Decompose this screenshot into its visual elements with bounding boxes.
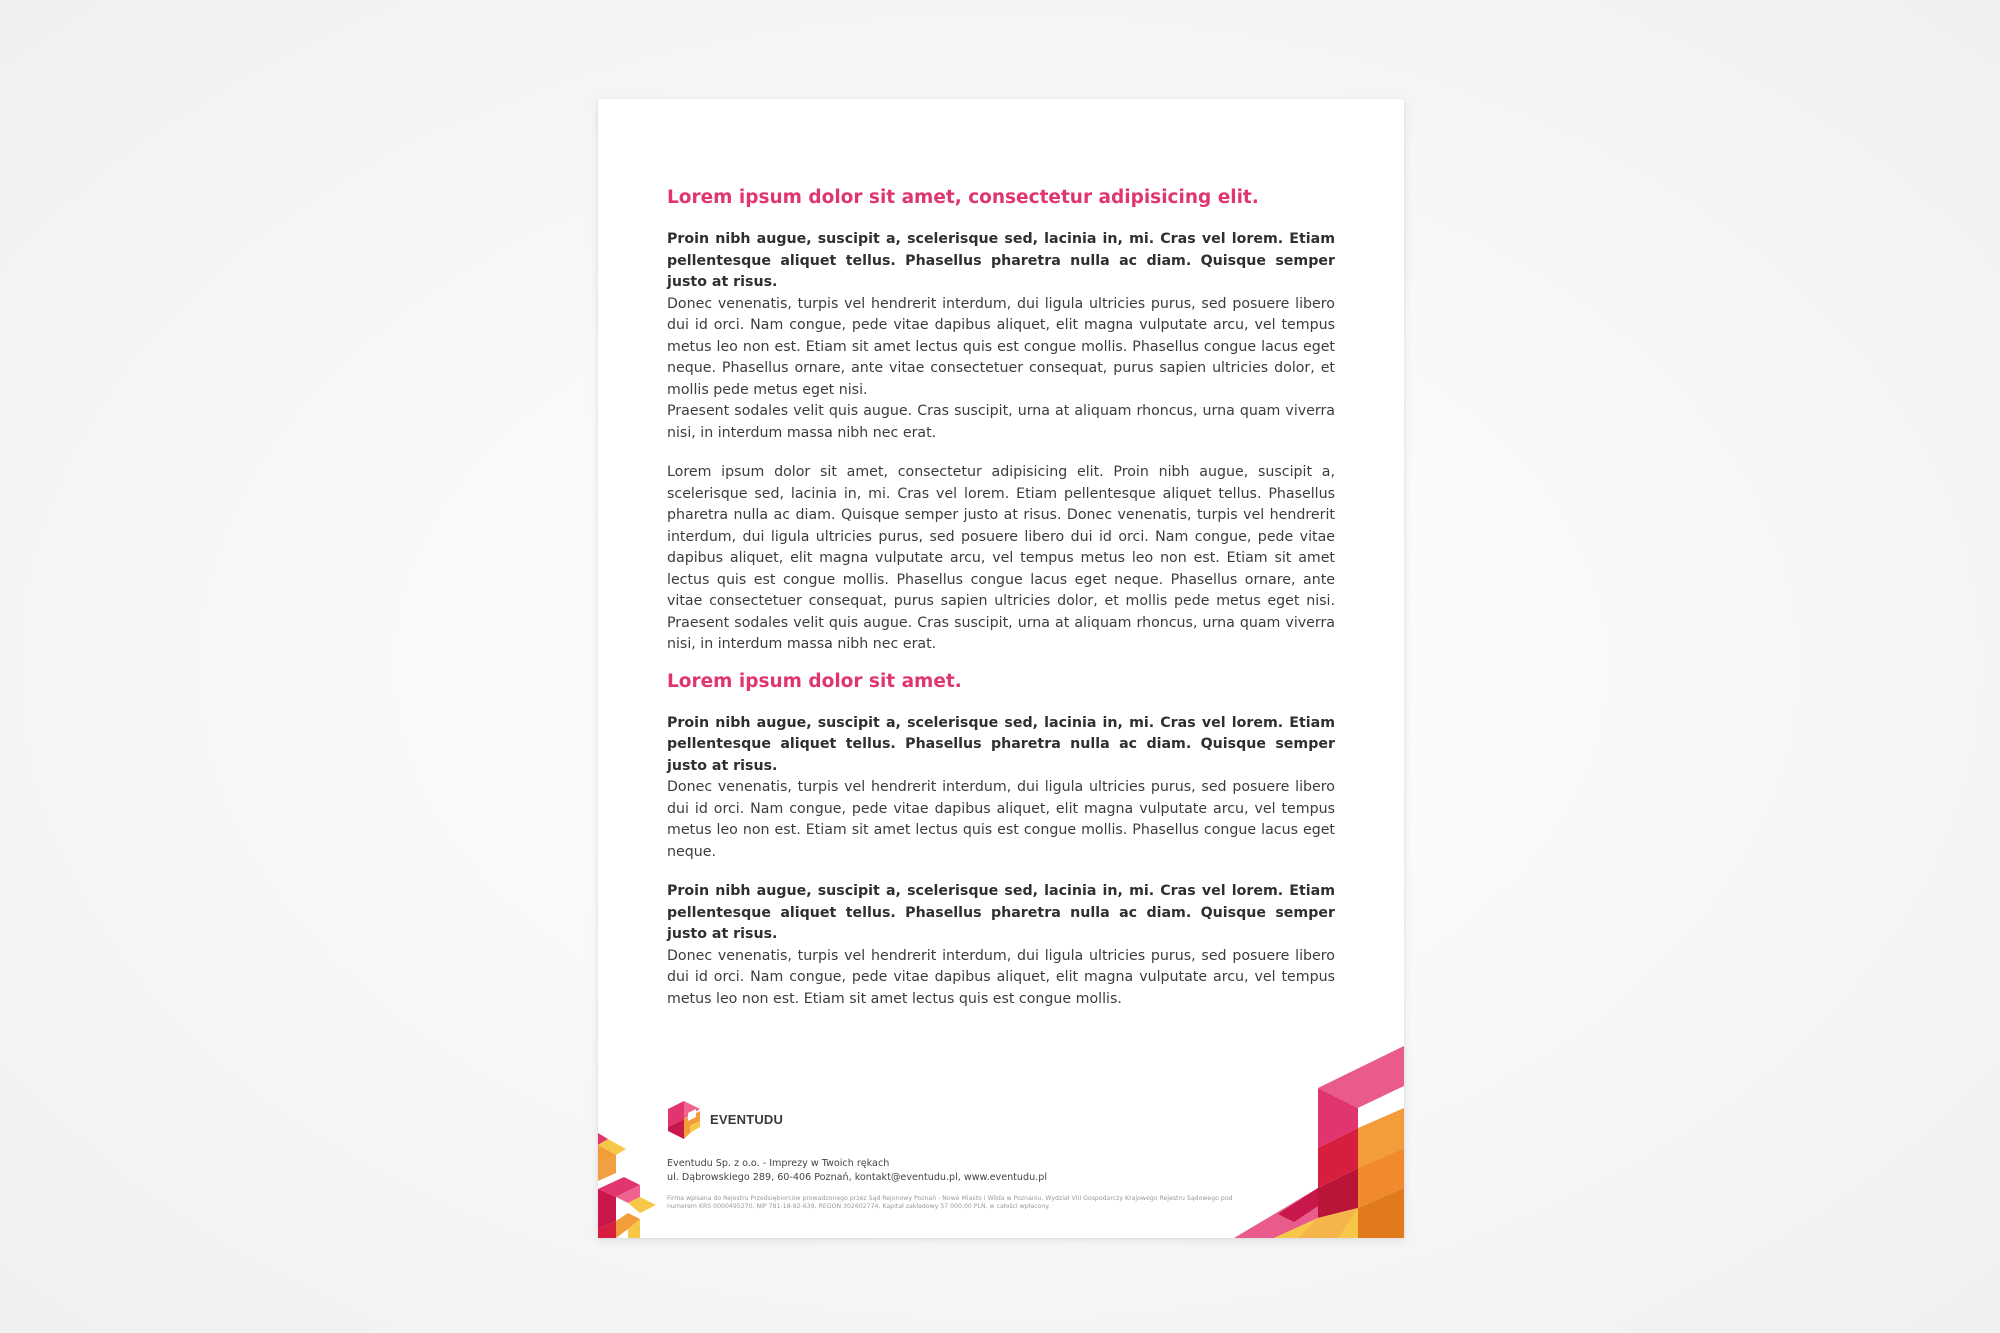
legal-line-2: numerem KRS 0000495270, NIP 781-18-92-639, REGON 302602774, Kapitał zakładowy 57 000,00 PLN, w całości wpłacony.	[667, 1203, 1050, 1210]
section2-paragraph-2: Donec venenatis, turpis vel hendrerit interdum, dui ligula ultricies purus, sed posuere libero dui id orci. Nam congue, pede vitae dapibus aliquet, elit magna vulputate arcu, vel tempus metus leo non est. Etiam sit amet lectus quis est congue mollis.	[667, 947, 1335, 1007]
section2-paragraph-1: Donec venenatis, turpis vel hendrerit interdum, dui ligula ultricies purus, sed posuere libero dui id orci. Nam congue, pede vitae dapibus aliquet, elit magna vulputate arcu, vel tempus metus leo non est. Etiam sit amet lectus quis est congue mollis. Phasellus congue lacus eget neque.	[667, 779, 1335, 860]
company-address-line: ul. Dąbrowskiego 289, 60-406 Poznań, kontakt@eventudu.pl, www.eventudu.pl	[667, 1171, 1047, 1183]
decorative-shapes-left	[598, 1133, 678, 1238]
letterhead-page	[598, 99, 1404, 1238]
section1-lead: Proin nibh augue, suscipit a, scelerisque sed, lacinia in, mi. Cras vel lorem. Etiam pellentesque aliquet tellus. Phasellus pharetra nulla ac diam. Quisque semper justo at risus.	[667, 231, 1335, 290]
company-info	[667, 1157, 1047, 1184]
logo-wordmark: EVENTUDU	[710, 1112, 784, 1127]
company-name-line: Eventudu Sp. z o.o. - Imprezy w Twoich rękach	[667, 1158, 890, 1169]
section1-paragraph-2: Praesent sodales velit quis augue. Cras suscipit, urna at aliquam rhoncus, urna quam viverra nisi, in interdum massa nibh nec erat.	[667, 403, 1335, 441]
document-body	[667, 186, 1335, 1010]
spacer	[667, 863, 1335, 881]
section2-lead-1: Proin nibh augue, suscipit a, scelerisque sed, lacinia in, mi. Cras vel lorem. Etiam pellentesque aliquet tellus. Phasellus pharetra nulla ac diam. Quisque semper justo at risus.	[667, 714, 1335, 774]
heading-1: Lorem ipsum dolor sit amet, consectetur adipisicing elit.	[667, 187, 1259, 208]
heading-2: Lorem ipsum dolor sit amet.	[667, 670, 962, 692]
legal-line-1: Firma wpisana do Rejestru Przedsiębiorców prowadzonego przez Sąd Rejonowy Poznań - Nowe Miasto i Wilda w Poznaniu, Wydział VIII Gospodarczy Krajowego Rejestru Sądowego pod	[667, 1195, 1233, 1202]
spacer	[667, 444, 1335, 462]
footer-logo	[666, 1099, 886, 1145]
section1-paragraph-3: Lorem ipsum dolor sit amet, consectetur adipisicing elit. Proin nibh augue, suscipit a, scelerisque sed, lacinia in, mi. Cras vel lorem. Etiam pellentesque aliquet tellus. Phasellus pharetra nulla ac diam. Quisque semper justo at risus. Donec venenatis, turpis vel hendrerit interdum, dui ligula ultricies purus, sed posuere libero dui id orci. Nam congue, pede vitae dapibus aliquet, elit magna vulputate arcu, vel tempus metus leo non est. Etiam sit amet lectus quis est congue mollis. Phasellus congue lacus eget neque. Phasellus ornare, ante vitae consectetuer consequat, purus sapien ultricies dolor, et mollis pede metus eget nisi. Praesent sodales velit quis augue. Cras suscipit, urna at aliquam rhoncus, urna quam viverra nisi, in interdum massa nibh nec erat.	[667, 464, 1335, 652]
decorative-shapes-right	[1234, 1046, 1404, 1238]
section1-paragraph-1: Donec venenatis, turpis vel hendrerit interdum, dui ligula ultricies purus, sed posuere libero dui id orci. Nam congue, pede vitae dapibus aliquet, elit magna vulputate arcu, vel tempus metus leo non est. Etiam sit amet lectus quis est congue mollis. Phasellus congue lacus eget neque. Phasellus ornare, ante vitae consectetuer consequat, purus sapien ultricies dolor, et mollis pede metus eget nisi.	[667, 295, 1335, 398]
section2-lead-2: Proin nibh augue, suscipit a, scelerisque sed, lacinia in, mi. Cras vel lorem. Etiam pellentesque aliquet tellus. Phasellus pharetra nulla ac diam. Quisque semper justo at risus.	[667, 883, 1335, 942]
legal-notice	[667, 1195, 1267, 1211]
